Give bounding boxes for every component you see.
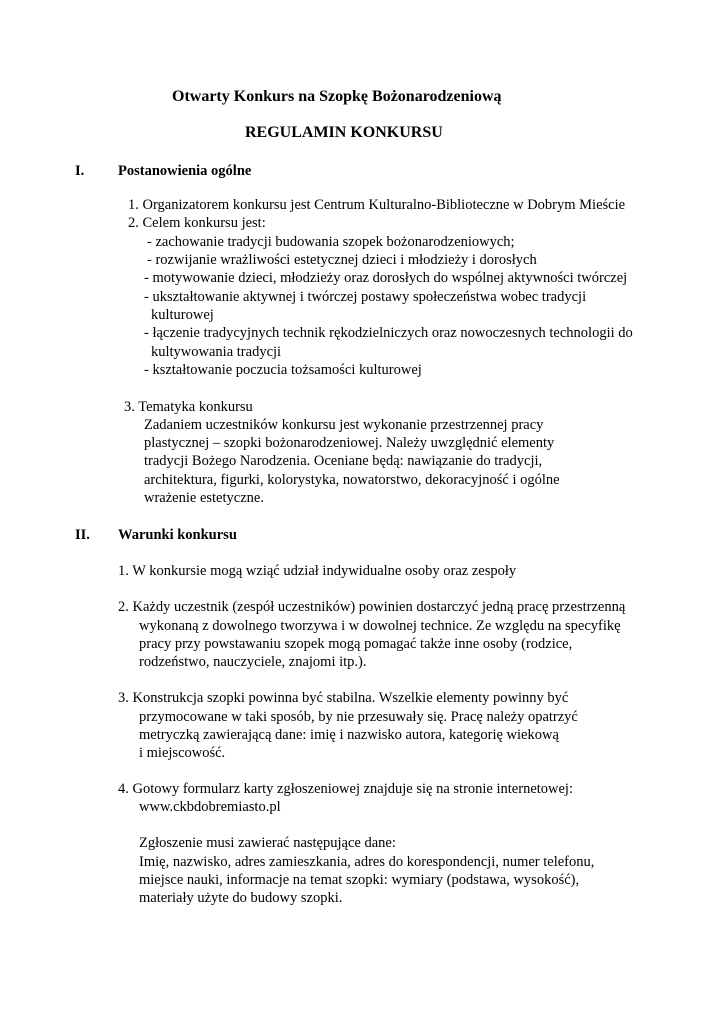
section-2-item-3-line: przymocowane w taki sposób, by nie przesuwały się. Pracę należy opatrzyć	[139, 709, 578, 725]
theme-line: plastycznej – szopki bożonarodzeniowej. Należy uwzględnić elementy	[144, 435, 555, 451]
theme-line: architektura, figurki, kolorystyka, nowatorstwo, dekoracyjność i ogólne	[144, 472, 560, 488]
section-2-item-3-line: 3. Konstrukcja szopki powinna być stabilna. Wszelkie elementy powinny być	[118, 690, 569, 706]
website-link[interactable]: www.ckbdobremiasto.pl	[139, 799, 281, 815]
goal-line: kulturowej	[151, 307, 214, 323]
theme-line: Zadaniem uczestników konkursu jest wykonanie przestrzennej pracy	[144, 417, 544, 433]
section-1-item-1: 1. Organizatorem konkursu jest Centrum Kulturalno-Biblioteczne w Dobrym Mieście	[128, 197, 626, 213]
goal-line: kultywowania tradycji	[151, 344, 282, 360]
section-2-item-2-line: rodzeństwo, nauczyciele, znajomi itp.).	[139, 654, 367, 670]
theme-line: wrażenie estetyczne.	[144, 490, 264, 506]
application-line: materiały użyte do budowy szopki.	[139, 890, 343, 906]
section-1-item-2: 2. Celem konkursu jest:	[128, 215, 266, 231]
document-title: Otwarty Konkurs na Szopkę Bożonarodzeniową	[172, 88, 502, 105]
goal-line: - kształtowanie poczucia tożsamości kulturowej	[144, 362, 422, 378]
section-2-number: II.	[75, 527, 90, 543]
section-2-item-2-line: pracy przy powstawaniu szopek mogą pomagać także inne osoby (rodzice,	[139, 636, 573, 652]
section-2-item-2-line: wykonaną z dowolnego tworzywa i w dowolnej technice. Ze względu na specyfikę	[139, 618, 621, 634]
application-line: Zgłoszenie musi zawierać następujące dane:	[139, 835, 396, 851]
section-2-heading: Warunki konkursu	[118, 527, 237, 543]
goal-line: - ukształtowanie aktywnej i twórczej postawy społeczeństwa wobec tradycji	[144, 289, 587, 305]
section-2-item-1: 1. W konkursie mogą wziąć udział indywidualne osoby oraz zespoły	[118, 563, 517, 579]
application-line: Imię, nazwisko, adres zamieszkania, adres do korespondencji, numer telefonu,	[139, 854, 595, 870]
goal-line: - zachowanie tradycji budowania szopek bożonarodzeniowych;	[147, 234, 515, 250]
application-line: miejsce nauki, informacje na temat szopki: wymiary (podstawa, wysokość),	[139, 872, 580, 888]
section-2-item-4-line: 4. Gotowy formularz karty zgłoszeniowej znajduje się na stronie internetowej:	[118, 781, 573, 797]
goal-line: - łączenie tradycyjnych technik rękodzielniczych oraz nowoczesnych technologii do	[144, 325, 633, 341]
section-1-item-3: 3. Tematyka konkursu	[124, 399, 253, 415]
goal-line: - motywowanie dzieci, młodzieży oraz dorosłych do wspólnej aktywności twórczej	[144, 270, 628, 286]
section-2-item-2-line: 2. Każdy uczestnik (zespół uczestników) powinien dostarczyć jedną pracę przestrzenną	[118, 599, 626, 615]
section-2-item-3-line: i miejscowość.	[139, 745, 226, 761]
section-1-number: I.	[75, 163, 85, 179]
goal-line: - rozwijanie wrażliwości estetycznej dzieci i młodzieży i dorosłych	[147, 252, 537, 268]
theme-line: tradycji Bożego Narodzenia. Oceniane będą: nawiązanie do tradycji,	[144, 453, 543, 469]
section-2-item-3-line: metryczką zawierającą dane: imię i nazwisko autora, kategorię wiekową	[139, 727, 559, 743]
document-subtitle: REGULAMIN KONKURSU	[245, 124, 443, 141]
section-1-heading: Postanowienia ogólne	[118, 163, 252, 179]
